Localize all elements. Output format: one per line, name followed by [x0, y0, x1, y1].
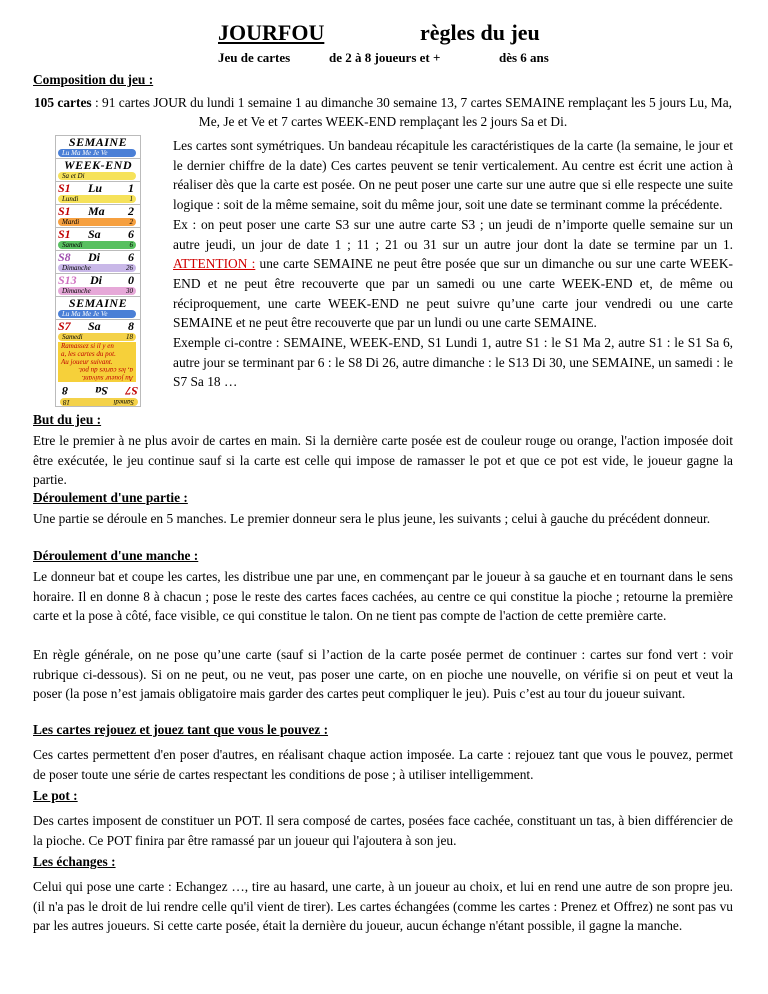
composition-heading: Composition du jeu :: [33, 72, 154, 87]
document-title: JOURFOU: [218, 20, 325, 45]
card-rules: [173, 136, 733, 392]
card-s1-sa: S1 Sa 6 Samedi 6: [55, 227, 141, 250]
goal-text: Etre le premier à ne plus avoir de cartes en main. Si la dernière carte posée est de couleur rouge ou orange, l'action imposée doit être exécutée, le jeu continue sauf si la carte est celle qui impose de ramasser le pot et que ce pot est vide, le joueur gagne la partie.: [33, 433, 733, 487]
player-count: de 2 à 8 joueurs et +: [329, 50, 441, 65]
rules-paragraph-1: Les cartes sont symétriques. Un bandeau récapitule les caractéristiques de la carte (la semaine, le jour et le dernier chiffre de la date) Ces cartes peuvent se tenir verticalement. Au centre est écrit une action à réaliser dès que la carte est posée. On ne peut poser une carte sur une autre que si elle respecte une suite logique : soit de la même semaine, soit du même jour, soit une date se terminant comme la précédente.: [173, 138, 733, 213]
game-type: Jeu de cartes: [218, 50, 291, 65]
card-s1-lu: S1 Lu 1 Lundi 1: [55, 181, 141, 204]
replay-text: Ces cartes permettent d'en poser d'autres, en réalisant chaque action imposée. La carte : rejouez tant que vous le pouvez, permet de poser toute une série de cartes respectant les conditions de pose ; à utiliser intelligemment.: [33, 747, 733, 782]
title-row: [0, 20, 768, 46]
card-action-area: Ramassez si il y en a, les cartes du pot. Au joueur suivant. Au joueur suivant. a, les cartes du pot.: [58, 342, 136, 382]
card-s7-sa: S7 Sa 8 Samedi 18 Ramassez si il y en a, les cartes du pot. Au joueur suivant. Au joueur suivant. a, les cartes du pot. Samedi 18 S7 Sa 8: [55, 319, 141, 407]
round-flow-text-2: En règle générale, on ne pose qu’une carte (sauf si l’action de la carte posée permet de continuer : cartes sur fond vert : voir rubrique ci-dessous). Si on ne peut, ou ne veut, pas poser une carte, on en pioche une nouvelle, on vérifie si on peut et veut la poser (la pose n’est jamais obligatoire mais garder des cartes peut compliquer le jeu). Puis c’est au tour du joueur suivant.: [33, 647, 733, 701]
exchanges-text: Celui qui pose une carte : Echangez …, tire au hasard, une carte, à un joueur au choix, et lui en rend une autre de son propre jeu. (il n'a pas le droit de lui rendre celle qu'il vient de tirer). Les cartes échangées (comme les cartes : Prenez et Offrez) ne sont pas vu par les autres joueurs. Si cette carte posée, était la dernière du joueur, aucun échange n'étant possible, il gagne la manche.: [33, 879, 733, 933]
pot-text: Des cartes imposent de constituer un POT. Il sera composé de cartes, posées face cachée, constituant un tas, à bien différencier de la pioche. Ce POT finira par être ramassé par un joueur qui l'ajoutera à son jeu.: [33, 813, 733, 848]
goal-heading: But du jeu :: [33, 412, 102, 427]
card-semaine: SEMAINE Lu Ma Me Je Ve: [55, 135, 141, 158]
rules-paragraph-3: Exemple ci-contre : SEMAINE, WEEK-END, S1 Lundi 1, autre S1 : le S1 Ma 2, autre S1 : le S1 Sa 6, autre jour se terminant par 6 : le S8 Di 26, autre dimanche : le S13 Di 30, une SEMAINE, un samedi : le S7 Sa 18 …: [173, 335, 733, 390]
composition-text: [33, 93, 733, 131]
card-semaine-2: SEMAINE Lu Ma Me Je Ve: [55, 296, 141, 319]
age-range: dès 6 ans: [499, 50, 549, 65]
document-subtitle: règles du jeu: [420, 20, 540, 45]
card-count: 105 cartes: [33, 95, 92, 110]
pot-heading: Le pot :: [33, 788, 78, 803]
game-flow-heading: Déroulement d'une partie :: [33, 490, 188, 505]
card-examples: [55, 135, 141, 406]
composition-body: : 91 cartes JOUR du lundi 1 semaine 1 au dimanche 30 semaine 13, 7 cartes SEMAINE remplaçant les 5 jours Lu, Ma, Me, Je et Ve et 7 cartes WEEK-END remplaçant les 2 jours Sa et Di.: [91, 95, 732, 129]
card-weekend: WEEK-END Sa et Di: [55, 158, 141, 181]
card-s1-ma: S1 Ma 2 Mardi 2: [55, 204, 141, 227]
subtitle-row: [0, 50, 768, 66]
round-flow-heading: Déroulement d'une manche :: [33, 548, 199, 563]
round-flow-text-1: Le donneur bat et coupe les cartes, les distribue une par une, en commençant par le joueur à sa gauche et en tournant dans le sens horaire. Il en donne 8 à chacun ; pose le reste des cartes faces cachées, au centre ce qui constitue la pioche ; retourne la première carte et la pose à côté, face visible, ce qui constitue le talon. On ne tient pas compte de l'action de cette première carte.: [33, 569, 733, 623]
exchanges-heading: Les échanges :: [33, 854, 116, 869]
card-flipped-half: Samedi 18 S7 Sa 8: [62, 384, 138, 406]
replay-heading: Les cartes rejouez et jouez tant que vous le pouvez :: [33, 722, 329, 737]
game-flow-text: Une partie se déroule en 5 manches. Le premier donneur sera le plus jeune, les suivants ; celui à gauche du précédent donneur.: [33, 511, 711, 526]
card-s8-di: S8 Di 6 Dimanche 26: [55, 250, 141, 273]
rules-paragraph-2: Ex : on peut poser une carte S3 sur une autre carte S3 ; un jeudi de n’importe quelle semaine sur un autre jeudi, un jour de date 1 ; 11 ; 21 ou 31 sur un autre jour dont la date se termine par un 1. ATTENTION : une carte SEMAINE ne peut être posée que sur un dimanche ou sur une carte WEEK-END et ne peut être recouverte que par un samedi ou une carte WEEK-END et, de même ou réciproquement, une carte WEEK-END ne peut suivre qu’une carte jour vendredi ou une carte SEMAINE et ne peut être recouverte que par un lundi ou une carte SEMAINE.: [173, 216, 733, 331]
card-s13-di: S13 Di 0 Dimanche 30: [55, 273, 141, 296]
attention-label: ATTENTION :: [173, 256, 256, 272]
